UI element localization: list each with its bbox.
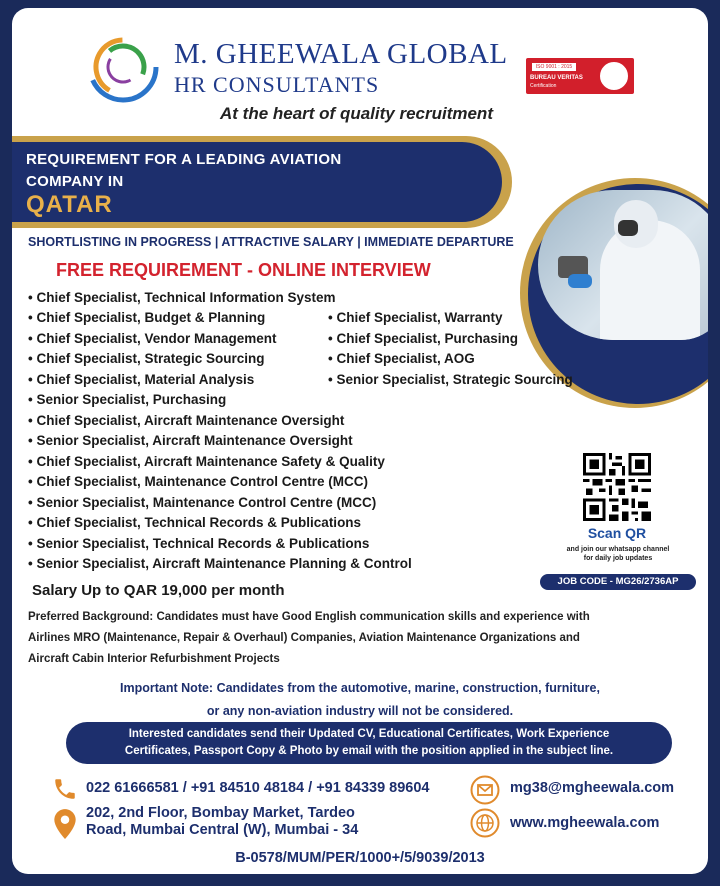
company-subtitle: HR CONSULTANTS: [174, 72, 380, 97]
position-item: • Chief Specialist, Vendor Management: [28, 331, 277, 346]
phone-icon: [52, 776, 78, 802]
certification-badge: [526, 58, 634, 94]
position-item: • Chief Specialist, Strategic Sourcing: [28, 351, 265, 366]
location-pin-icon: [52, 808, 78, 840]
email-link[interactable]: mg38@mgheewala.com: [510, 780, 675, 796]
preferred-background-line-3: Aircraft Cabin Interior Refurbishment Projects: [28, 653, 280, 665]
apply-line-2: Certificates, Passport Copy & Photo by email with the position applied in the subject line.: [124, 745, 614, 757]
banner-line-2: COMPANY IN: [26, 173, 124, 190]
position-item: • Chief Specialist, AOG: [328, 351, 475, 366]
preferred-background-line-1: Preferred Background: Candidates must have Good English communication skills and experience with: [28, 611, 590, 623]
address-line-2: Road, Mumbai Central (W), Mumbai - 34: [86, 822, 359, 838]
phone-numbers[interactable]: 022 61666581 / +91 84510 48184 / +91 84339 89604: [86, 780, 430, 796]
important-note-line-1: Important Note: Candidates from the automotive, marine, construction, furniture,: [120, 681, 600, 695]
position-item: • Chief Specialist, Maintenance Control Centre (MCC): [28, 474, 369, 489]
respirator-mask: [618, 220, 638, 236]
website-link[interactable]: www.mgheewala.com: [510, 815, 660, 831]
application-instructions: [66, 722, 672, 764]
position-item: • Chief Specialist, Aircraft Maintenance Oversight: [28, 413, 345, 428]
banner-line-1: REQUIREMENT FOR A LEADING AVIATION: [26, 151, 342, 168]
registration-number: B-0578/MUM/PER/1000+/5/9039/2013: [235, 850, 485, 866]
certifier-name: BUREAU VERITAS: [530, 75, 583, 81]
certifier-sub: Certification: [530, 83, 557, 89]
blue-glove: [568, 274, 592, 288]
position-item: • Senior Specialist, Strategic Sourcing: [328, 372, 573, 387]
position-item: • Chief Specialist, Material Analysis: [28, 372, 255, 387]
qr-caption-1: and join our whatsapp channel: [566, 546, 670, 553]
mail-icon: [470, 775, 500, 805]
position-item: • Chief Specialist, Budget & Planning: [28, 310, 266, 325]
scan-qr-label: Scan QR: [587, 525, 647, 541]
position-item: • Chief Specialist, Aircraft Maintenance Safety & Quality: [28, 454, 385, 469]
qr-code-icon[interactable]: [583, 453, 651, 521]
position-item: • Senior Specialist, Technical Records & Publications: [28, 536, 370, 551]
position-item: • Senior Specialist, Aircraft Maintenance Oversight: [28, 433, 353, 448]
globe-icon: [470, 808, 500, 838]
banner-country: QATAR: [26, 191, 113, 218]
iso-label: ISO 9001 : 2015: [532, 63, 576, 71]
position-item: • Senior Specialist, Maintenance Control Centre (MCC): [28, 495, 377, 510]
position-item: • Senior Specialist, Purchasing: [28, 392, 227, 407]
job-code-badge: JOB CODE - MG26/2736AP: [540, 574, 696, 590]
important-note-line-2: or any non-aviation industry will not be considered.: [206, 704, 514, 718]
position-item: • Senior Specialist, Aircraft Maintenance Planning & Control: [28, 556, 412, 571]
position-item: • Chief Specialist, Technical Records & Publications: [28, 515, 362, 530]
tagline: At the heart of quality recruitment: [220, 104, 493, 123]
preferred-background-line-2: Airlines MRO (Maintenance, Repair & Overhaul) Companies, Aviation Maintenance Organizations and: [28, 632, 580, 644]
position-item: • Chief Specialist, Purchasing: [328, 331, 519, 346]
salary-line: Salary Up to QAR 19,000 per month: [32, 582, 285, 599]
qr-caption-2: for daily job updates: [583, 555, 653, 562]
aircraft-painter-photo: [538, 190, 708, 340]
company-name: M. GHEEWALA GLOBAL: [174, 38, 508, 70]
apply-line-1: Interested candidates send their Updated CV, Educational Certificates, Work Experience: [128, 728, 610, 740]
free-requirement-heading: FREE REQUIREMENT - ONLINE INTERVIEW: [56, 260, 431, 280]
status-line: SHORTLISTING IN PROGRESS | ATTRACTIVE SALARY | IMMEDIATE DEPARTURE: [28, 235, 514, 249]
position-item: • Chief Specialist, Technical Information System: [28, 290, 336, 305]
position-item: • Chief Specialist, Warranty: [328, 310, 503, 325]
bureau-veritas-seal-icon: [598, 60, 630, 92]
circular-rings-logo-icon: [86, 30, 160, 104]
job-advertisement: [12, 8, 708, 874]
address-line-1: 202, 2nd Floor, Bombay Market, Tardeo: [86, 805, 355, 821]
